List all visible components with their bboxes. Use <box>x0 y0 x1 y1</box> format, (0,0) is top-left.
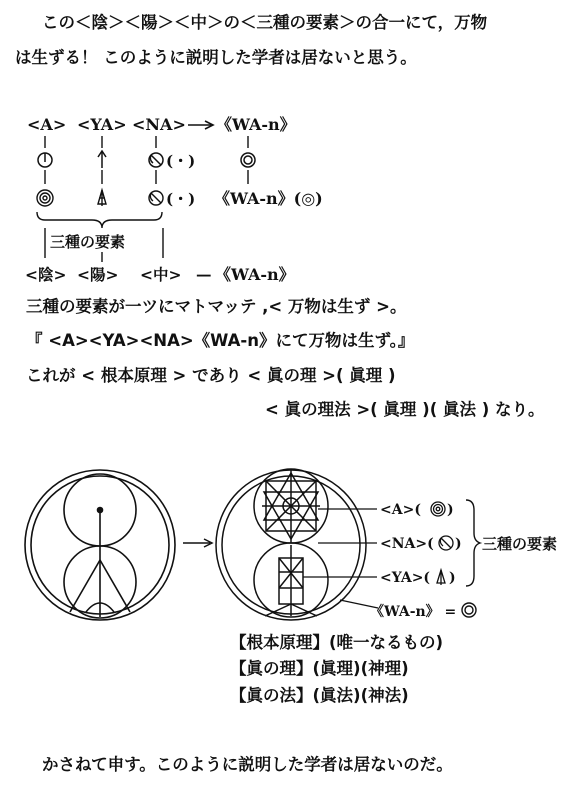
formula-row5-wan: 《WA-n》 <box>215 265 295 284</box>
label-a-symbol-icon <box>431 502 445 516</box>
label-na: <NA>( <box>380 536 434 552</box>
formula-in: <陰> <box>25 266 67 284</box>
label-elements: 三種の要素 <box>482 535 558 553</box>
body-line-4: < 眞の理法 >( 眞理 )( 眞法 ) なり。 <box>265 400 545 419</box>
formula-dash: — <box>196 265 212 284</box>
formula-row4-wan: 《WA-n》(◎) <box>214 189 323 208</box>
formula-wan: 《WA-n》 <box>216 115 296 134</box>
definition-1: 【根本原理】(唯一なるもの) <box>230 633 444 652</box>
label-wan-symbol-icon <box>462 603 476 617</box>
formula-you: <陽> <box>77 266 119 284</box>
label-na-symbol-icon <box>439 536 453 550</box>
formula-row4-paren: (・) <box>166 190 196 208</box>
formula-chu: <中> <box>140 266 182 284</box>
formula-ya: <YA> <box>77 115 127 134</box>
label-a: <A>( <box>380 502 421 518</box>
bracket-label: 三種の要素 <box>50 233 126 251</box>
definition-3: 【眞の法】(眞法)(神法) <box>230 686 409 705</box>
body-line-1: 三種の要素が一ツにマトマッテ ,< 万物は生ず >。 <box>26 297 407 316</box>
formula-na: <NA> <box>132 115 186 134</box>
body-line-2: 『 <A><YA><NA>《WA-n》にて万物は生ず。』 <box>26 331 415 350</box>
label-ya: <YA>( <box>380 570 431 586</box>
label-wan: 《WA-n》 = <box>370 604 457 620</box>
label-na-close: ) <box>455 536 462 552</box>
closing-line: かさねて申す。このように説明した学者は居ないのだ。 <box>42 755 453 774</box>
intro-line-1: この＜陰＞＜陽＞＜中＞の＜三種の要素＞の合一にて，万物 <box>42 13 488 32</box>
elements-brace <box>466 500 480 586</box>
definition-2: 【眞の理】(眞理)(神理) <box>230 659 409 678</box>
left-figure <box>25 470 175 620</box>
body-line-3: これが < 根本原理 > であり < 眞の理 >( 眞理 ) <box>26 366 396 385</box>
formula-a: <A> <box>27 115 67 134</box>
right-figure <box>216 469 366 620</box>
label-ya-close: ) <box>449 570 456 586</box>
formula-row3-paren: (・) <box>166 152 196 170</box>
label-a-close: ) <box>447 502 454 518</box>
intro-line-2: は生ずる！ このように説明した学者は居ないと思う。 <box>15 48 417 67</box>
label-ya-symbol-icon <box>437 570 445 585</box>
